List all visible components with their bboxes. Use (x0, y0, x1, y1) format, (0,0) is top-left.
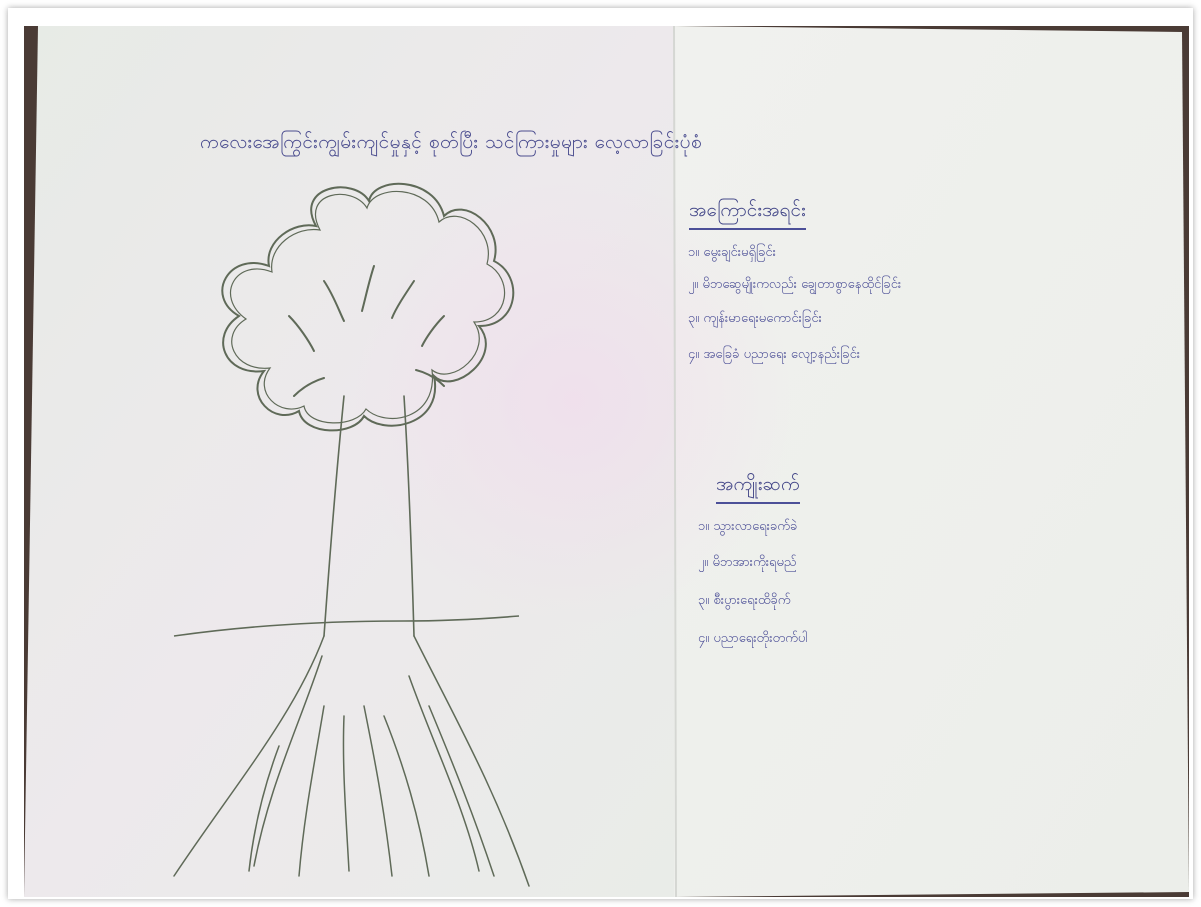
cause-item-4: ၄။ အခြေခံ ပညာရေး လျော့နည်းခြင်း (688, 347, 861, 362)
cause-item-2: ၂။ မိဘဆွေမျိုးကလည်း ချွေတာစွာနေထိုင်ခြင်း (688, 277, 902, 292)
cause-item-1: ၁။ မွေးချင်းမရှိခြင်း (688, 245, 776, 260)
photo-frame (8, 8, 1193, 899)
effect-item-3: ၃။ စီးပွားရေးထိခိုက် (698, 593, 791, 608)
effect-item-1: ၁။ သွားလာရေးခက်ခဲ (698, 519, 798, 534)
page-title: ကလေးအေကြွင်းကျွမ်းကျင်မှုနှင့် စုတ်ပြီး သင်ကြားမှုများ လေ့လာခြင်းပုံစံ (200, 131, 703, 153)
effect-item-4: ၄။ ပညာရေးတိုးတက်ပါ (698, 631, 808, 646)
effect-item-2: ၂။ မိဘအားကိုးရမည် (698, 555, 797, 570)
notebook-photo (24, 26, 1189, 897)
notebook-paper (24, 26, 1189, 897)
effects-heading: အကျိုးဆက် (716, 472, 800, 504)
causes-heading: အကြောင်းအရင်း (689, 198, 806, 230)
cause-item-3: ၃။ ကျန်းမာရေးမကောင်းခြင်း (688, 311, 822, 326)
